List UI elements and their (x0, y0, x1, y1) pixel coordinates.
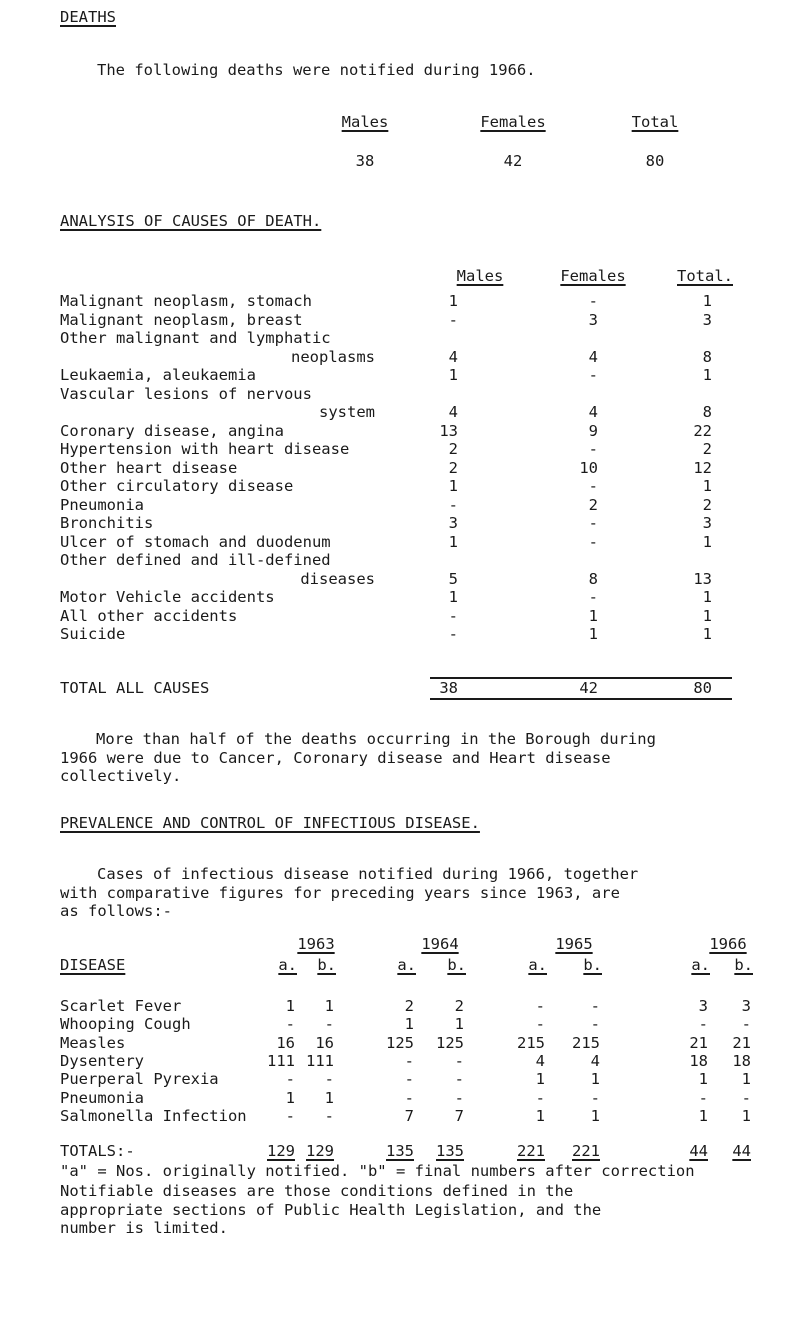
summary-header-males: Males (341, 113, 389, 131)
cause-label: Vascular lesions of nervous (60, 384, 312, 403)
cause-total-value: 1 (702, 532, 712, 551)
disease-row-name: Puerperal Pyrexia (60, 1070, 219, 1089)
disease-row-value: - (535, 1088, 545, 1107)
disease-row-value: - (404, 1070, 414, 1089)
cause-label: Pneumonia (60, 495, 144, 514)
cause-males-value: 4 (448, 403, 458, 421)
cause-females-value: 1 (588, 606, 598, 625)
cause-females-value: 4 (588, 403, 598, 421)
infectious-intro-line: with comparative figures for preceding years since 1963, are (60, 883, 620, 902)
disease-row-value: - (454, 1070, 464, 1089)
cause-males-value: 2 (448, 458, 458, 477)
cause-total-value: 3 (702, 514, 712, 532)
cause-label: Hypertension with heart disease (60, 440, 350, 458)
disease-row-value: - (285, 1015, 295, 1034)
cause-total-value: 13 (693, 569, 712, 588)
disease-row-value: 125 (436, 1033, 464, 1052)
cause-males-value: 1 (448, 588, 458, 606)
cause-females-value: - (588, 292, 598, 310)
disease-row-name: Whooping Cough (60, 1015, 191, 1034)
disease-row-value: 125 (386, 1033, 414, 1052)
cause-label: Suicide (60, 625, 126, 643)
cause-total-value: 1 (702, 606, 712, 625)
year-header-1966: 1966 (709, 935, 747, 953)
analysis-header-0: Males (456, 267, 504, 285)
disease-row-value: 1 (741, 1106, 751, 1125)
section-heading-analysis: ANALYSIS OF CAUSES OF DEATH. (60, 212, 322, 230)
col-b-header: b. (447, 956, 466, 974)
disease-row-value: - (324, 1070, 334, 1089)
summary-value-females: 42 (503, 152, 523, 170)
cause-total-value: 1 (702, 292, 712, 310)
cause-males-value: 3 (448, 514, 458, 532)
infectious-footnote: "a" = Nos. originally notified. "b" = final numbers after correction (60, 1162, 695, 1180)
cause-males-value: 13 (439, 421, 458, 440)
section-heading-deaths: DEATHS (60, 8, 116, 26)
cause-females-value: - (588, 366, 598, 384)
year-header-1963: 1963 (297, 935, 335, 953)
cause-males-value: 1 (448, 366, 458, 384)
cause-total-value: 1 (702, 366, 712, 384)
cause-label: Malignant neoplasm, breast (60, 310, 303, 329)
cause-males-value: - (448, 495, 458, 514)
deaths-intro-text: The following deaths were notified during 1966. (97, 61, 536, 79)
infectious-closing-line: Notifiable diseases are those conditions defined in the (60, 1182, 574, 1200)
cause-females-value: - (588, 532, 598, 551)
disease-row-name: Salmonella Infection (60, 1106, 247, 1125)
disease-row-value: 3 (741, 997, 751, 1015)
disease-row-value: - (324, 1106, 334, 1125)
infectious-total-value: 44 (689, 1142, 708, 1160)
disease-row-value: 21 (689, 1033, 708, 1052)
total-females: 42 (579, 679, 598, 697)
disease-row-value: 18 (689, 1051, 708, 1070)
cause-label: Coronary disease, angina (60, 421, 284, 440)
disease-row-value: 1 (285, 1088, 295, 1107)
cause-males-value: 5 (448, 569, 458, 588)
disease-row-value: - (741, 1088, 751, 1107)
disease-row-value: - (454, 1051, 464, 1070)
disease-row-value: 21 (732, 1033, 751, 1052)
disease-row-value: 4 (535, 1051, 545, 1070)
disease-row-name: Dysentery (60, 1051, 144, 1070)
summary-header-females: Females (480, 113, 546, 131)
disease-row-value: 16 (315, 1033, 334, 1052)
cause-females-value: 10 (579, 458, 598, 477)
disease-row-value: 16 (276, 1033, 295, 1052)
year-header-1964: 1964 (421, 935, 459, 953)
infectious-total-value: 135 (436, 1142, 464, 1160)
disease-row-value: 111 (267, 1051, 295, 1070)
disease-row-value: - (285, 1106, 295, 1125)
total-all-causes-label: TOTAL ALL CAUSES (60, 679, 210, 697)
cause-label: system (319, 403, 375, 421)
cause-females-value: - (588, 588, 598, 606)
cause-label: All other accidents (60, 606, 238, 625)
disease-row-value: - (404, 1088, 414, 1107)
cause-label: Malignant neoplasm, stomach (60, 292, 312, 310)
disease-row-value: 7 (404, 1106, 414, 1125)
cause-label: neoplasms (291, 347, 375, 366)
section-heading-infectious: PREVALENCE AND CONTROL OF INFECTIOUS DISEASE. (60, 814, 480, 832)
infectious-closing-line: number is limited. (60, 1219, 228, 1237)
cause-label: Other malignant and lymphatic (60, 329, 331, 347)
year-header-1965: 1965 (555, 935, 593, 953)
summary-value-total: 80 (645, 152, 665, 170)
cause-label: Ulcer of stomach and duodenum (60, 532, 331, 551)
disease-row-name: Scarlet Fever (60, 997, 182, 1015)
col-a-header: a. (528, 956, 547, 974)
cause-females-value: 3 (588, 310, 598, 329)
cause-females-value: 4 (588, 347, 598, 366)
disease-row-value: 1 (698, 1070, 708, 1089)
infectious-intro-line: Cases of infectious disease notified during 1966, together (97, 865, 639, 883)
cause-label: Motor Vehicle accidents (60, 588, 275, 606)
disease-row-value: 2 (404, 997, 414, 1015)
cause-label: Other heart disease (60, 458, 238, 477)
disease-row-value: - (590, 1088, 600, 1107)
cause-total-value: 3 (702, 310, 712, 329)
cause-males-value: 1 (448, 532, 458, 551)
summary-value-males: 38 (355, 152, 375, 170)
infectious-total-value: 135 (386, 1142, 414, 1160)
total-rule-bottom (430, 698, 732, 700)
disease-row-value: - (404, 1051, 414, 1070)
infectious-total-value: 221 (572, 1142, 600, 1160)
cause-label: Bronchitis (60, 514, 154, 532)
analysis-note-line: collectively. (60, 767, 182, 785)
cause-total-value: 22 (693, 421, 712, 440)
col-b-header: b. (583, 956, 602, 974)
disease-row-value: - (535, 997, 545, 1015)
disease-row-value: 1 (324, 997, 334, 1015)
cause-total-value: 8 (702, 347, 712, 366)
col-a-header: a. (397, 956, 416, 974)
col-a-header: a. (278, 956, 297, 974)
disease-row-value: 4 (590, 1051, 600, 1070)
col-b-header: b. (734, 956, 753, 974)
disease-row-value: 1 (324, 1088, 334, 1107)
disease-row-value: 18 (732, 1051, 751, 1070)
infectious-total-value: 221 (517, 1142, 545, 1160)
disease-row-value: 1 (590, 1070, 600, 1089)
cause-females-value: 9 (588, 421, 598, 440)
cause-males-value: 4 (448, 347, 458, 366)
cause-label: Other defined and ill-defined (60, 551, 331, 569)
cause-total-value: 8 (702, 403, 712, 421)
disease-row-value: - (454, 1088, 464, 1107)
infectious-totals-label: TOTALS:- (60, 1142, 135, 1160)
cause-males-value: - (448, 606, 458, 625)
disease-row-value: 1 (535, 1070, 545, 1089)
cause-total-value: 2 (702, 495, 712, 514)
infectious-total-value: 129 (306, 1142, 334, 1160)
analysis-note-line: More than half of the deaths occurring in the Borough during (96, 730, 656, 748)
cause-label: diseases (300, 569, 375, 588)
cause-males-value: 2 (448, 440, 458, 458)
analysis-header-1: Females (560, 267, 626, 285)
infectious-closing-line: appropriate sections of Public Health Legislation, and the (60, 1200, 602, 1219)
cause-males-value: - (448, 625, 458, 643)
cause-females-value: 1 (588, 625, 598, 643)
disease-row-name: Pneumonia (60, 1088, 144, 1107)
cause-males-value: - (448, 310, 458, 329)
cause-females-value: 8 (588, 569, 598, 588)
col-b-header: b. (317, 956, 336, 974)
cause-label: Leukaemia, aleukaemia (60, 366, 256, 384)
summary-header-total: Total (631, 113, 679, 131)
infectious-intro-line: as follows:- (60, 902, 172, 920)
disease-row-value: - (535, 1015, 545, 1034)
disease-row-value: - (741, 1015, 751, 1034)
disease-row-value: - (590, 997, 600, 1015)
disease-column-header: DISEASE (60, 956, 126, 974)
disease-row-value: - (324, 1015, 334, 1034)
disease-row-value: - (698, 1088, 708, 1107)
disease-row-value: 1 (590, 1106, 600, 1125)
cause-total-value: 2 (702, 440, 712, 458)
disease-row-value: 215 (572, 1033, 600, 1052)
disease-row-value: 1 (698, 1106, 708, 1125)
disease-row-value: 1 (454, 1015, 464, 1034)
disease-row-value: 3 (698, 997, 708, 1015)
cause-females-value: - (588, 477, 598, 495)
cause-total-value: 1 (702, 588, 712, 606)
infectious-total-value: 44 (732, 1142, 751, 1160)
infectious-total-value: 129 (267, 1142, 295, 1160)
analysis-note-line: 1966 were due to Cancer, Coronary disease and Heart disease (60, 748, 611, 767)
disease-row-value: 1 (404, 1015, 414, 1034)
disease-row-value: 2 (454, 997, 464, 1015)
cause-label: Other circulatory disease (60, 477, 294, 495)
cause-total-value: 12 (693, 458, 712, 477)
cause-females-value: - (588, 440, 598, 458)
cause-females-value: - (588, 514, 598, 532)
total-overall: 80 (693, 679, 712, 697)
disease-row-value: - (590, 1015, 600, 1034)
cause-males-value: 1 (448, 477, 458, 495)
disease-row-value: - (285, 1070, 295, 1089)
cause-females-value: 2 (588, 495, 598, 514)
col-a-header: a. (691, 956, 710, 974)
analysis-header-2: Total. (677, 267, 733, 285)
disease-row-value: 7 (454, 1106, 464, 1125)
disease-row-value: 1 (535, 1106, 545, 1125)
disease-row-value: - (698, 1015, 708, 1034)
disease-row-value: 1 (741, 1070, 751, 1089)
cause-total-value: 1 (702, 625, 712, 643)
disease-row-value: 215 (517, 1033, 545, 1052)
disease-row-value: 111 (306, 1051, 334, 1070)
cause-males-value: 1 (448, 292, 458, 310)
disease-row-value: 1 (285, 997, 295, 1015)
disease-row-name: Measles (60, 1033, 126, 1052)
cause-total-value: 1 (702, 477, 712, 495)
total-males: 38 (439, 679, 458, 697)
